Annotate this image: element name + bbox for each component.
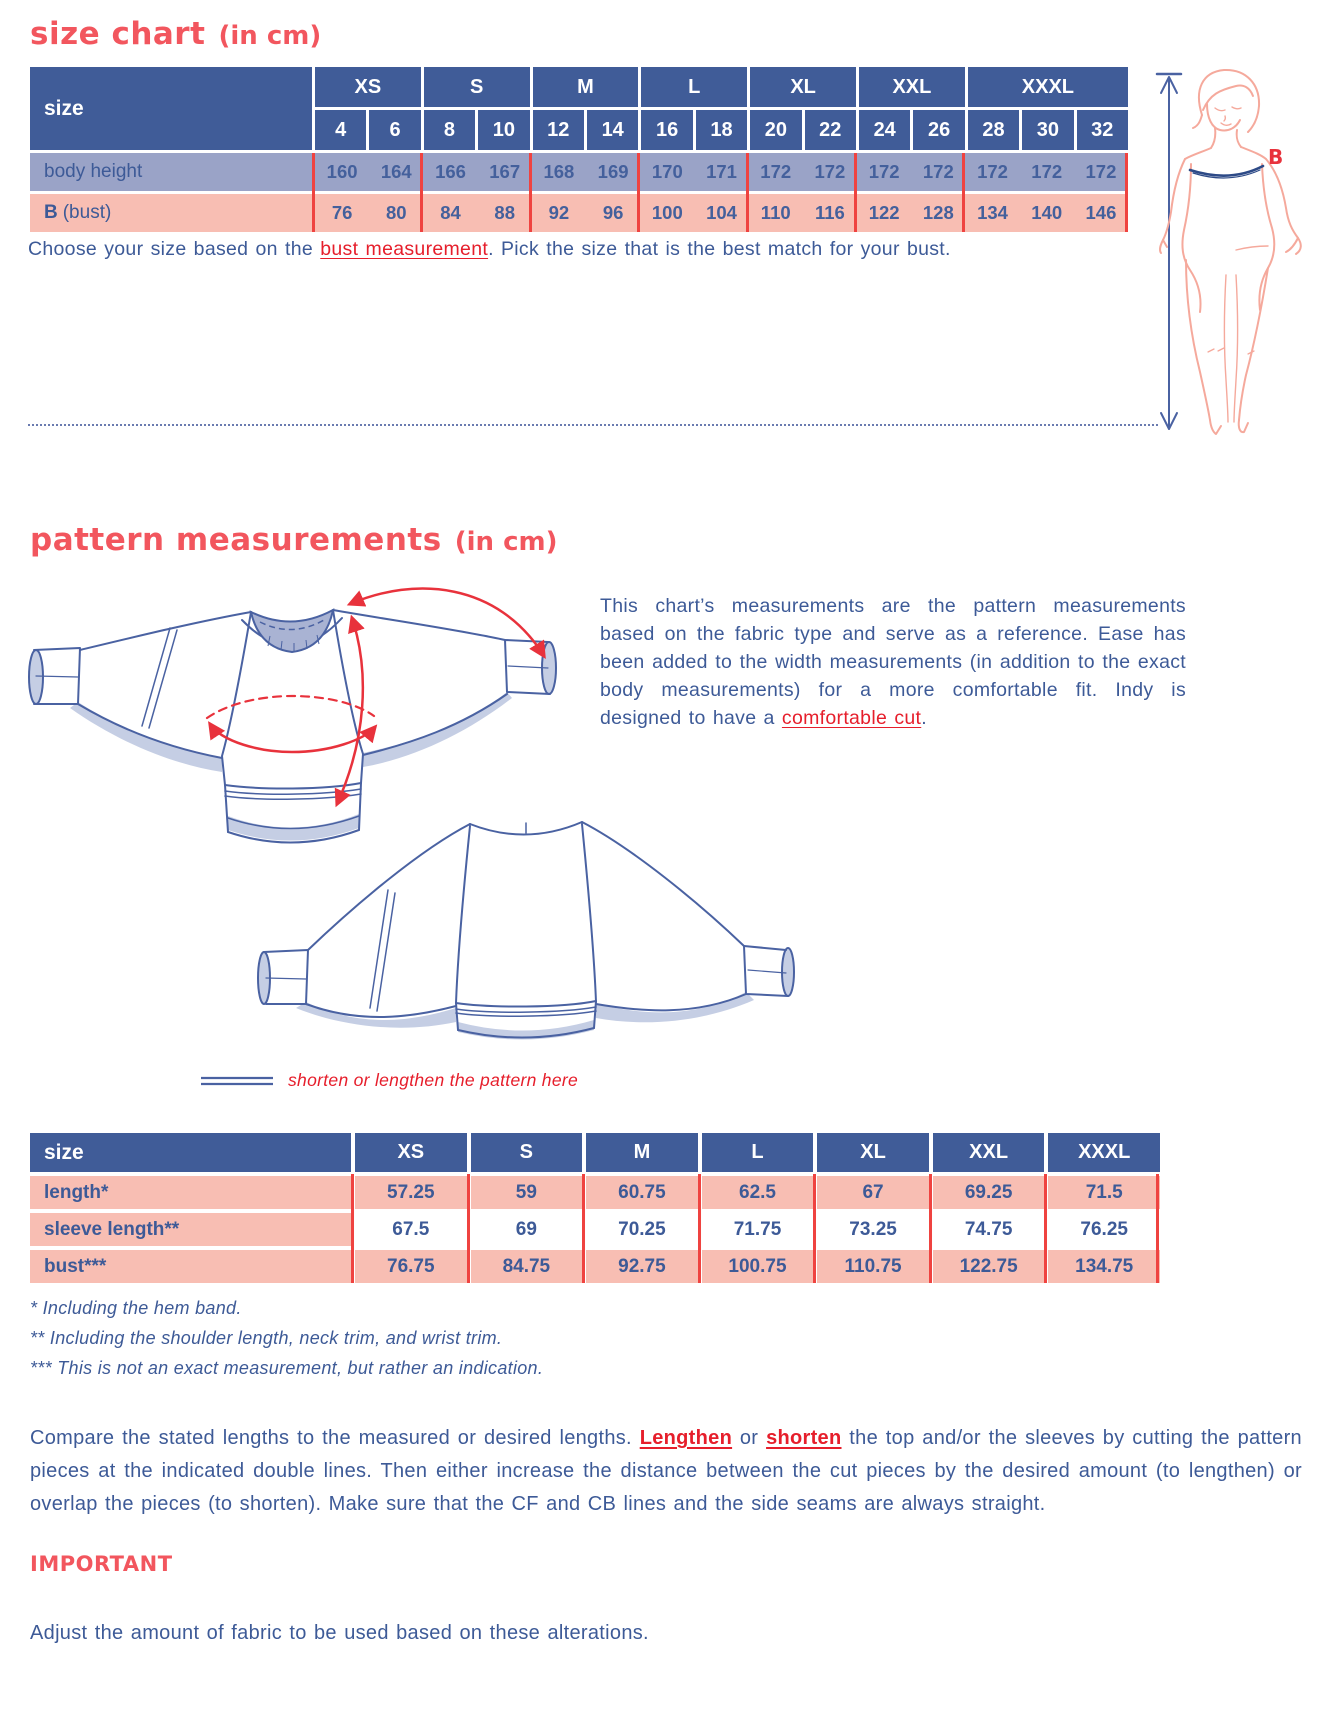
size-chart-table (30, 67, 1128, 232)
value-cell: 88 (494, 202, 515, 223)
footnote-indication: *** This is not an exact measurement, but rather an indication. (30, 1358, 544, 1378)
text-segment: the top and/or the sleeves by cutting the pattern pieces at the indicated double lines. Then either increase the distance between the cut pieces by the desired amount (to lengthen) or overlap the pieces (to shorten). Make sure that the CF and CB lines and the side seams are always straight. (30, 1427, 1302, 1515)
size-group-header: S (424, 67, 530, 107)
row-label: B (bust) (30, 194, 312, 232)
pattern-value-cell: 71.75 (702, 1213, 814, 1246)
text-segment: Compare the stated lengths to the measured or desired lengths. (30, 1427, 640, 1449)
group-divider-line (351, 1174, 354, 1283)
pattern-size-header: S (471, 1133, 583, 1172)
shorten-lengthen-legend (200, 1070, 578, 1091)
pattern-value-cell: 70.25 (586, 1213, 698, 1246)
highlighted-term: Lengthen (639, 1427, 733, 1449)
pattern-row-label: bust*** (30, 1250, 351, 1283)
size-group-header: M (533, 67, 639, 107)
value-cell: 146 (1085, 202, 1117, 223)
important-heading: IMPORTANT (30, 1552, 173, 1576)
value-cell: 110 (760, 202, 791, 223)
pattern-value-cell: 100.75 (702, 1250, 814, 1283)
pattern-row-label: length* (30, 1176, 351, 1209)
highlighted-term: bust measurement (320, 238, 489, 260)
size-chart-heading (30, 16, 321, 52)
pattern-value-cell: 59 (471, 1176, 583, 1209)
value-cell: 92 (548, 202, 570, 223)
group-divider-line (582, 1174, 585, 1283)
pattern-table-corner-header: size (30, 1133, 351, 1172)
front-sleeve-shorten-lines (142, 628, 177, 728)
bust-circumference-arrow (210, 724, 375, 752)
alteration-instructions (30, 1422, 1302, 1521)
size-number-header: 24 (859, 110, 910, 150)
group-divider-line (813, 1174, 816, 1283)
size-number-header: 26 (913, 110, 964, 150)
group-divider-line (529, 153, 532, 232)
value-cell: 116 (815, 202, 845, 223)
pattern-measurements-heading-text: pattern measurements (30, 522, 442, 558)
back-sleeve-shorten-lines (370, 890, 395, 1011)
pattern-size-header: L (702, 1133, 814, 1172)
size-number-header: 8 (424, 110, 475, 150)
pattern-value-cell: 60.75 (586, 1176, 698, 1209)
size-number-header: 32 (1077, 110, 1128, 150)
highlighted-term: shorten (766, 1427, 842, 1449)
pattern-size-header: XL (817, 1133, 929, 1172)
value-cell: 104 (706, 202, 737, 223)
value-cell: 140 (1031, 202, 1063, 223)
size-number-header: 6 (369, 110, 420, 150)
size-number-header: 18 (696, 110, 747, 150)
pattern-value-cell: 76.25 (1048, 1213, 1160, 1246)
woman-figure-sketch (1160, 70, 1301, 434)
pattern-value-cell: 57.25 (355, 1176, 467, 1209)
pattern-value-cell: 69.25 (933, 1176, 1045, 1209)
pattern-value-cell: 67.5 (355, 1213, 467, 1246)
bust-line (1190, 166, 1263, 178)
size-group-header: L (641, 67, 747, 107)
group-divider-line (467, 1174, 470, 1283)
pattern-value-cell: 62.5 (702, 1176, 814, 1209)
legend-label: shorten or lengthen the pattern here (288, 1070, 579, 1090)
size-number-header: 30 (1022, 110, 1073, 150)
group-divider-line (637, 153, 640, 232)
group-divider-line (962, 153, 965, 232)
pattern-size-header: XXL (933, 1133, 1045, 1172)
pattern-value-cell: 76.75 (355, 1250, 467, 1283)
size-group-header: XXXL (968, 67, 1128, 107)
fabric-adjust-note: Adjust the amount of fabric to be used based on these alterations. (30, 1622, 649, 1644)
value-cell: 172 (977, 161, 1008, 182)
pattern-value-cell: 84.75 (471, 1250, 583, 1283)
pattern-size-header: XS (355, 1133, 467, 1172)
value-cell: 171 (706, 161, 737, 182)
text-segment: . Pick the size that is the best match for your bust. (488, 238, 951, 260)
pattern-value-cell: 110.75 (817, 1250, 929, 1283)
value-cell: 167 (489, 161, 521, 182)
sleeve-length-arrow (350, 589, 544, 656)
pattern-value-cell: 69 (471, 1213, 583, 1246)
value-cell: 172 (1085, 161, 1117, 182)
size-chart-heading-unit: (in cm) (218, 21, 322, 51)
text-segment: or (732, 1427, 767, 1449)
value-cell: 172 (1031, 161, 1063, 182)
group-divider-line (929, 1174, 932, 1283)
pattern-value-cell: 71.5 (1048, 1176, 1160, 1209)
size-group-header: XXL (859, 67, 965, 107)
pattern-value-cell: 134.75 (1048, 1250, 1160, 1283)
group-divider-line (1156, 1174, 1159, 1283)
size-number-header: 10 (478, 110, 529, 150)
size-group-header: XL (750, 67, 856, 107)
size-number-header: 4 (315, 110, 366, 150)
value-cell: 160 (326, 161, 358, 182)
group-divider-line (698, 1174, 701, 1283)
value-cell: 164 (380, 161, 412, 182)
value-cell: 172 (760, 161, 792, 182)
value-cell: 172 (814, 161, 846, 182)
sweater-back-outline (264, 822, 788, 1038)
value-cell: 169 (597, 161, 629, 182)
pattern-value-cell: 73.25 (817, 1213, 929, 1246)
value-cell: 100 (651, 202, 683, 223)
value-cell: 166 (435, 161, 466, 182)
value-row (315, 153, 1128, 191)
body-measurement-figure (1040, 60, 1326, 440)
pattern-value-cell: 92.75 (586, 1250, 698, 1283)
size-chart-corner-header: size (30, 67, 312, 150)
value-cell: 80 (386, 202, 407, 223)
value-cell: 84 (440, 202, 461, 223)
pattern-measurements-heading (30, 522, 558, 558)
size-chart-heading-text: size chart (30, 16, 206, 52)
group-divider-line (420, 153, 423, 232)
double-line-icon (200, 1074, 274, 1088)
text-segment: This chart’s measurements are the pattern measurements based on the fabric type and serve as a reference. Ease has been added to the width measurements (in addition to the exact body measurements) for a more comfortable fit. Indy is designed to have a (600, 595, 1186, 729)
dotted-divider (28, 424, 1158, 426)
size-number-header: 28 (968, 110, 1019, 150)
value-cell: 122 (868, 202, 900, 223)
value-cell: 170 (651, 161, 683, 182)
group-divider-line (854, 153, 857, 232)
bust-label: B (1268, 145, 1284, 169)
footnote-hem-band: * Including the hem band. (30, 1298, 242, 1318)
value-row (315, 194, 1128, 232)
size-number-header: 14 (587, 110, 638, 150)
group-divider-line (746, 153, 749, 232)
size-number-header: 22 (805, 110, 856, 150)
value-cell: 134 (977, 202, 1008, 223)
sweater-front-collar (251, 610, 333, 652)
value-cell: 172 (868, 161, 900, 182)
pattern-value-cell: 122.75 (933, 1250, 1045, 1283)
size-number-header: 16 (641, 110, 692, 150)
pattern-measurements-heading-unit: (in cm) (454, 527, 558, 557)
value-cell: 168 (543, 161, 575, 182)
value-cell: 76 (331, 202, 353, 223)
size-number-header: 12 (533, 110, 584, 150)
highlighted-term: comfortable cut (781, 707, 922, 729)
pattern-value-cell: 74.75 (933, 1213, 1045, 1246)
pattern-description (600, 592, 1186, 732)
pattern-size-header: XXXL (1048, 1133, 1160, 1172)
size-number-header: 20 (750, 110, 801, 150)
pattern-row-label: sleeve length** (30, 1213, 351, 1246)
group-divider-line (312, 153, 315, 232)
value-cell: 172 (922, 161, 954, 182)
group-divider-line (1044, 1174, 1047, 1283)
pattern-measurements-table (30, 1133, 1160, 1283)
pattern-size-header: M (586, 1133, 698, 1172)
sweater-back-illustration (240, 800, 810, 1045)
pattern-value-cell: 67 (817, 1176, 929, 1209)
text-segment: Choose your size based on the (28, 238, 321, 260)
value-cell: 128 (922, 202, 954, 223)
footnote-shoulder: ** Including the shoulder length, neck trim, and wrist trim. (30, 1328, 503, 1348)
text-segment: . (921, 707, 927, 729)
size-group-header: XS (315, 67, 421, 107)
row-label: body height (30, 153, 312, 191)
value-cell: 96 (602, 202, 624, 223)
length-arrow (337, 618, 363, 804)
size-note (28, 238, 951, 261)
